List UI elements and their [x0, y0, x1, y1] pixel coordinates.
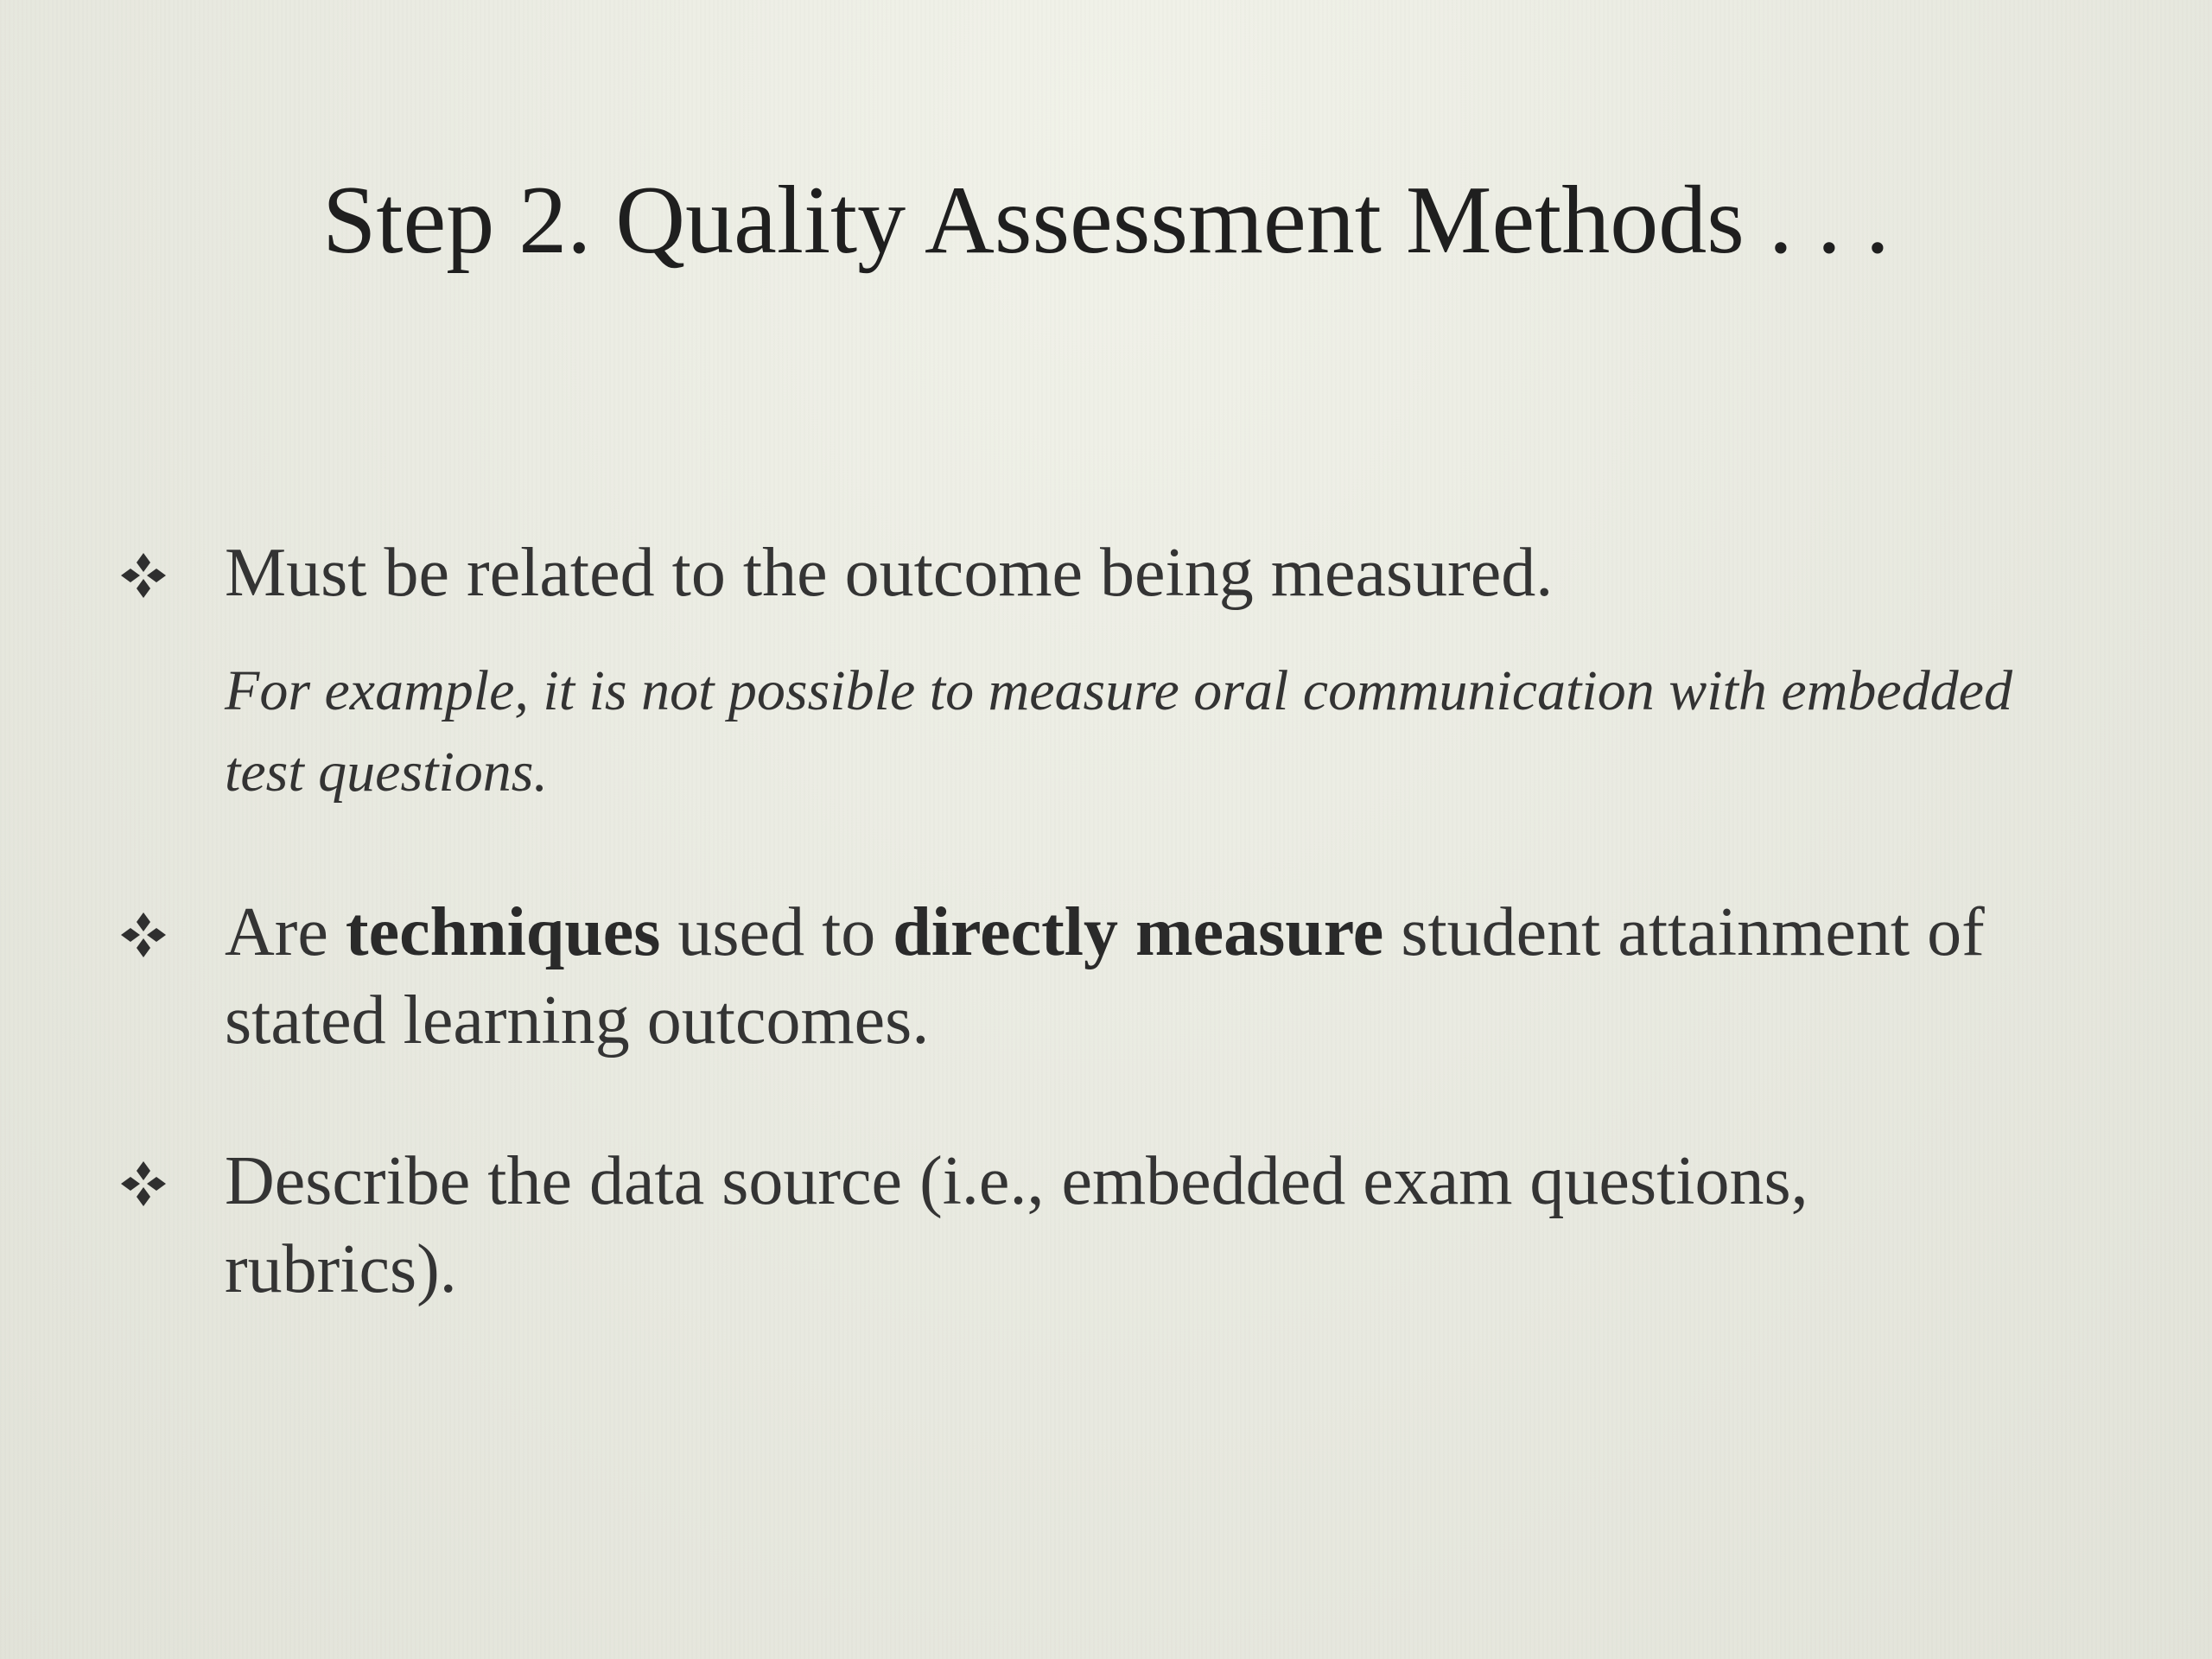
four-diamond-bullet-icon [118, 550, 169, 601]
bullet-item-2-bold-directly-measure: directly measure [893, 894, 1384, 970]
bullet-item-1-example: For example, it is not possible to measure oral communication with embedded test questions. [225, 659, 2012, 804]
bullet-item-2 [225, 888, 2056, 1065]
four-diamond-bullet-icon [118, 909, 169, 961]
bullet-item-1: Must be related to the outcome being measured. [225, 535, 1554, 611]
bullet-item-2-bold-techniques: techniques [345, 894, 661, 970]
bullet-item-3: Describe the data source (i.e., embedded exam questions, rubrics). [225, 1143, 1808, 1307]
bullet-item-2-text: used to [660, 894, 893, 970]
four-diamond-bullet-icon [118, 1158, 169, 1210]
bullet-item-2-text: Are [225, 894, 346, 970]
bullet-item-2-text: student attainment of stated learning outcomes. [225, 894, 1985, 1058]
slide-title: Step 2. Quality Assessment Methods . . . [322, 167, 1890, 274]
